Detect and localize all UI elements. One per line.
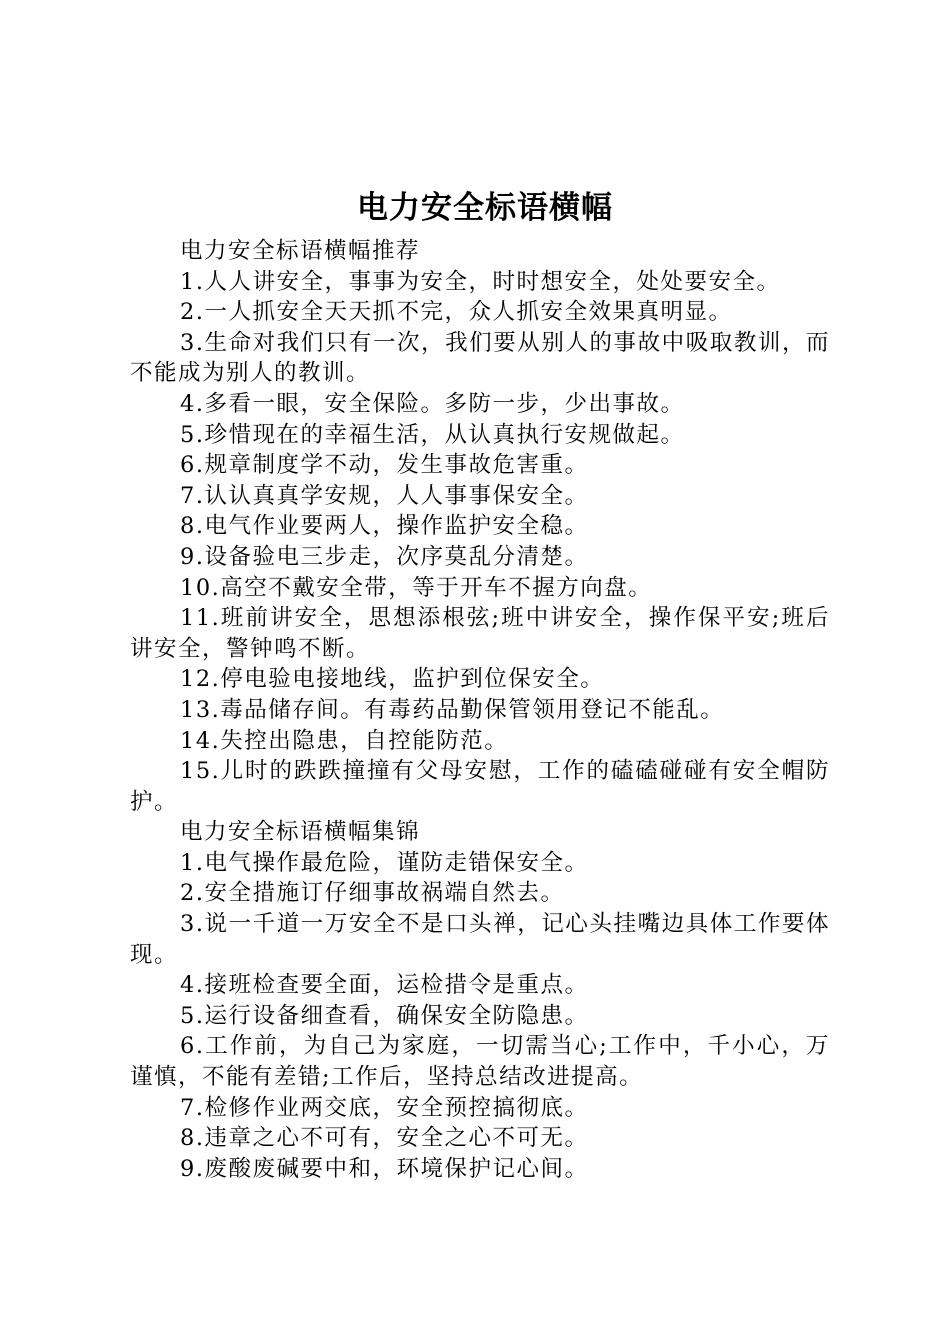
list-item: 3.生命对我们只有一次，我们要从别人的事故中吸取教训，而不能成为别人的教训。 — [130, 329, 830, 387]
list-item: 14.失控出隐患，自控能防范。 — [180, 727, 509, 754]
list-item: 8.电气作业要两人，操作监护安全稳。 — [180, 513, 589, 540]
list-item: 2.安全措施订仔细事故祸端自然去。 — [180, 880, 565, 907]
list-item: 1.人人讲安全，事事为安全，时时想安全，处处要安全。 — [180, 268, 781, 295]
section-heading: 电力安全标语横幅推荐 — [180, 238, 421, 264]
document-body — [130, 236, 830, 1184]
section-heading: 电力安全标语横幅集锦 — [180, 819, 421, 846]
list-item: 8.违章之心不可有，安全之心不可无。 — [180, 1125, 589, 1152]
list-item: 13.毒品储存间。有毒药品勤保管领用登记不能乱。 — [180, 696, 725, 723]
list-item: 15.儿时的跌跌撞撞有父母安慰，工作的磕磕碰碰有安全帽防护。 — [130, 758, 830, 815]
list-item: 7.认认真真学安规，人人事事保安全。 — [180, 482, 589, 509]
list-item: 1.电气操作最危险，谨防走错保安全。 — [180, 849, 589, 876]
list-item: 7.检修作业两交底，安全预控搞彻底。 — [180, 1094, 589, 1121]
list-item: 2.一人抓安全天天抓不完，众人抓安全效果真明显。 — [180, 299, 733, 326]
list-item: 6.工作前，为自己为家庭，一切需当心;工作中，千小心，万谨慎，不能有差错;工作后，坚持总结改进提高。 — [130, 1033, 830, 1091]
list-item: 5.珍惜现在的幸福生活，从认真执行安规做起。 — [180, 421, 685, 448]
list-item: 10.高空不戴安全带，等于开车不握方向盘。 — [180, 574, 653, 601]
list-item: 3.说一千道一万安全不是口头禅，记心头挂嘴边具体工作要体现。 — [130, 911, 830, 968]
list-item: 4.接班检查要全面，运检措令是重点。 — [180, 972, 589, 999]
list-item: 9.设备验电三步走，次序莫乱分清楚。 — [180, 543, 589, 570]
list-item: 11.班前讲安全，思想添根弦;班中讲安全，操作保平安;班后讲安全，警钟鸣不断。 — [130, 605, 830, 662]
list-item: 9.废酸废碱要中和，环境保护记心间。 — [180, 1155, 589, 1182]
list-item: 5.运行设备细查看，确保安全防隐患。 — [180, 1002, 589, 1029]
document-title: 电力安全标语横幅 — [357, 190, 613, 226]
document-page — [130, 180, 830, 1184]
list-item: 12.停电验电接地线，监护到位保安全。 — [180, 666, 605, 693]
list-item: 4.多看一眼，安全保险。多防一步，少出事故。 — [180, 390, 685, 417]
list-item: 6.规章制度学不动，发生事故危害重。 — [180, 452, 589, 479]
